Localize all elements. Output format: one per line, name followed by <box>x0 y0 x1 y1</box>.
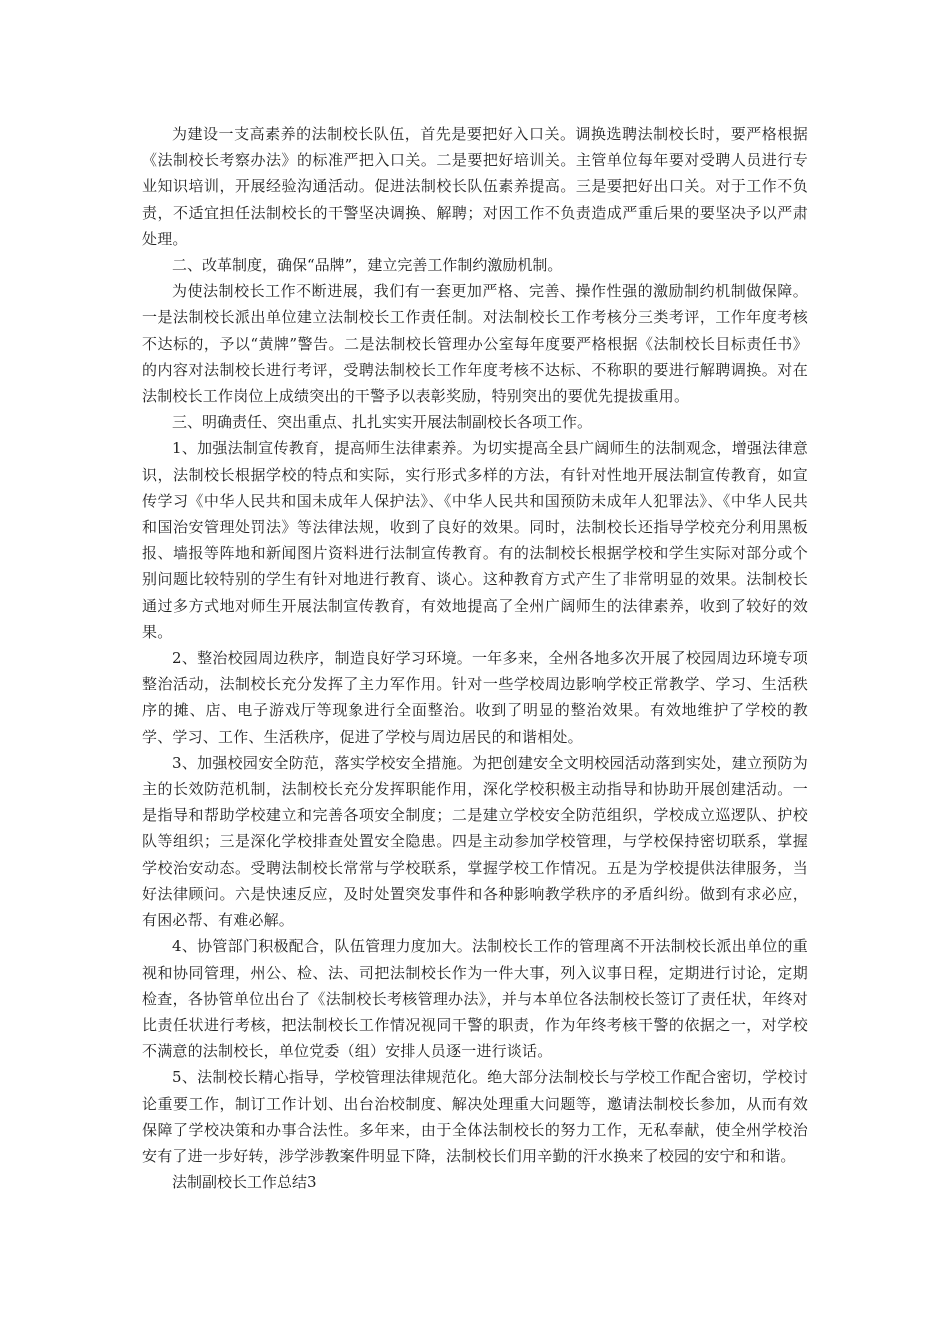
section-heading-3: 三、明确责任、突出重点、扎扎实实开展法制副校长各项工作。 <box>172 413 593 432</box>
paragraph-item-5: 5、法制校长精心指导，学校管理法律规范化。绝大部分法制校长与学校工作配合密切，学校讨论重要工作，制订工作计划、出台治校制度、解决处理重大问题等，邀请法制校长参加，从而有效保障了学校决策和办事合法性。多年来，由于全体法制校长的努力工作，无私奉献，使全州学校治安有了进一步好转，涉学涉教案件明显下降，法制校长们用辛勤的汗水换来了校园的安宁和和谐。 <box>142 1068 808 1165</box>
section-heading-2: 二、改革制度，确保“品牌”，建立完善工作制约激励机制。 <box>172 256 563 275</box>
paragraph-item-4: 4、协管部门积极配合，队伍管理力度加大。法制校长工作的管理离不开法制校长派出单位的重视和协同管理，州公、检、法、司把法制校长作为一件大事，列入议事日程，定期进行讨论，定期检查，各协管单位出台了《法制校长考核管理办法》，并与本单位各法制校长签订了责任状，年终对比责任状进行考核，把法制校长工作情况视同干警的职责，作为年终考核干警的依据之一，对学校不满意的法制校长，单位党委（组）安排人员逐一进行谈话。 <box>142 937 808 1061</box>
paragraph-item-2: 2、整治校园周边秩序，制造良好学习环境。一年多来，全州各地多次开展了校园周边环境专项整治活动，法制校长充分发挥了主力军作用。针对一些学校周边影响学校正常教学、学习、生活秩序的摊、店、电子游戏厅等现象进行全面整治。收到了明显的整治效果。有效地维护了学校的教学、学习、工作、生活秩序，促进了学校与周边居民的和谐相处。 <box>142 649 808 746</box>
document-subtitle: 法制副校长工作总结3 <box>172 1173 317 1192</box>
paragraph-2: 为使法制校长工作不断进展，我们有一套更加严格、完善、操作性强的激励制约机制做保障。一是法制校长派出单位建立法制校长工作责任制。对法制校长工作考核分三类考评，工作年度考核不达标的，予以“黄牌”警告。二是法制校长管理办公室每年度要严格根据《法制校长目标责任书》的内容对法制校长进行考评，受聘法制校长工作年度考核不达标、不称职的要进行解聘调换。对在法制校长工作岗位上成绩突出的干警予以表彰奖励，特别突出的要优先提拔重用。 <box>142 282 808 406</box>
paragraph-item-1: 1、加强法制宣传教育，提高师生法律素养。为切实提高全县广阔师生的法制观念，增强法律意识，法制校长根据学校的特点和实际，实行形式多样的方法，有针对性地开展法制宣传教育，如宣传学习《中华人民共和国未成年人保护法》、《中华人民共和国预防未成年人犯罪法》、《中华人民共和国治安管理处罚法》等法律法规，收到了良好的效果。同时，法制校长还指导学校充分利用黑板报、墙报等阵地和新闻图片资料进行法制宣传教育。有的法制校长根据学校和学生实际对部分或个别问题比较特别的学生有针对地进行教育、谈心。这种教育方式产生了非常明显的效果。法制校长通过多方式地对师生开展法制宣传教育，有效地提高了全州广阔师生的法律素养，收到了较好的效果。 <box>142 439 808 641</box>
paragraph-item-3: 3、加强校园安全防范，落实学校安全措施。为把创建安全文明校园活动落到实处，建立预防为主的长效防范机制，法制校长充分发挥职能作用，深化学校积极主动指导和协助开展创建活动。一是指导和帮助学校建立和完善各项安全制度；二是建立学校安全防范组织，学校成立巡逻队、护校队等组织；三是深化学校排查处置安全隐患。四是主动参加学校管理，与学校保持密切联系，掌握学校治安动态。受聘法制校长常常与学校联系，掌握学校工作情况。五是为学校提供法律服务，当好法律顾问。六是快速反应，及时处置突发事件和各种影响教学秩序的矛盾纠纷。做到有求必应，有困必帮、有难必解。 <box>142 753 808 930</box>
paragraph-1: 为建设一支高素养的法制校长队伍，首先是要把好入口关。调换选聘法制校长时，要严格根据《法制校长考察办法》的标准严把入口关。二是要把好培训关。主管单位每年要对受聘人员进行专业知识培训，开展经验沟通活动。促进法制校长队伍素养提高。三是要把好出口关。对于工作不负责，不适宜担任法制校长的干警坚决调换、解聘；对因工作不负责造成严重后果的要坚决予以严肃处理。 <box>142 125 808 248</box>
document-body <box>142 121 808 1195</box>
